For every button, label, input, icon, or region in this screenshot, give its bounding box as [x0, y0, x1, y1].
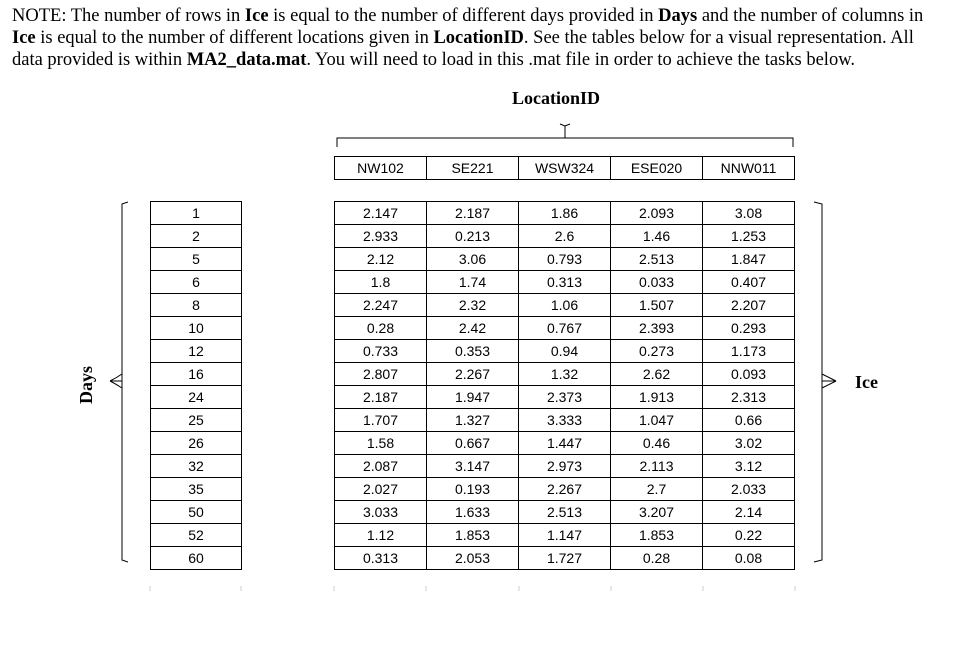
- day-cell: 32: [151, 455, 242, 478]
- ice-cell: 0.28: [611, 547, 703, 570]
- ice-cell: 3.147: [427, 455, 519, 478]
- ice-row: [335, 271, 795, 294]
- ice-row: [335, 547, 795, 570]
- ice-cell: 1.447: [519, 432, 611, 455]
- ice-row: [335, 386, 795, 409]
- location-header-cell: NW102: [335, 157, 427, 180]
- location-header-cell: WSW324: [519, 157, 611, 180]
- ice-cell: 1.173: [703, 340, 795, 363]
- ice-cell: 1.633: [427, 501, 519, 524]
- day-cell: 60: [151, 547, 242, 570]
- ice-row: [335, 524, 795, 547]
- ice-cell: 3.333: [519, 409, 611, 432]
- location-header-cell: NNW011: [703, 157, 795, 180]
- ice-cell: 0.313: [519, 271, 611, 294]
- ice-cell: 0.273: [611, 340, 703, 363]
- ice-cell: 1.147: [519, 524, 611, 547]
- ice-cell: 1.58: [335, 432, 427, 455]
- ice-cell: 1.507: [611, 294, 703, 317]
- ice-cell: 3.12: [703, 455, 795, 478]
- ice-row: [335, 248, 795, 271]
- day-cell: 24: [151, 386, 242, 409]
- ice-cell: 0.22: [703, 524, 795, 547]
- note-line-3: data provided is within MA2_data.mat. You will need to load in this .mat file in order to achieve the tasks below.: [12, 50, 855, 70]
- ice-cell: 0.793: [519, 248, 611, 271]
- ice-cell: 2.087: [335, 455, 427, 478]
- days-row: [151, 225, 242, 248]
- ice-cell: 2.973: [519, 455, 611, 478]
- days-row: [151, 409, 242, 432]
- day-cell: 50: [151, 501, 242, 524]
- ice-cell: 3.02: [703, 432, 795, 455]
- ice-cell: 2.267: [427, 363, 519, 386]
- days-row: [151, 248, 242, 271]
- days-row: [151, 501, 242, 524]
- ice-cell: 2.393: [611, 317, 703, 340]
- day-cell: 1: [151, 202, 242, 225]
- ice-row: [335, 202, 795, 225]
- ice-cell: 2.933: [335, 225, 427, 248]
- ice-cell: 1.047: [611, 409, 703, 432]
- ice-cell: 1.06: [519, 294, 611, 317]
- location-id-label: LocationID: [512, 88, 601, 108]
- day-cell: 25: [151, 409, 242, 432]
- days-row: [151, 455, 242, 478]
- ice-cell: 1.947: [427, 386, 519, 409]
- day-cell: 12: [151, 340, 242, 363]
- ice-cell: 3.033: [335, 501, 427, 524]
- ice-cell: 2.313: [703, 386, 795, 409]
- ice-cell: 1.847: [703, 248, 795, 271]
- ice-cell: 1.253: [703, 225, 795, 248]
- ice-cell: 1.74: [427, 271, 519, 294]
- days-table: [150, 201, 242, 570]
- days-row: [151, 317, 242, 340]
- ice-cell: 2.113: [611, 455, 703, 478]
- day-cell: 6: [151, 271, 242, 294]
- ice-cell: 1.707: [335, 409, 427, 432]
- ice-row: [335, 478, 795, 501]
- ice-cell: 0.28: [335, 317, 427, 340]
- days-row: [151, 386, 242, 409]
- ice-cell: 3.06: [427, 248, 519, 271]
- ice-cell: 2.12: [335, 248, 427, 271]
- ice-cell: 2.147: [335, 202, 427, 225]
- ice-cell: 0.46: [611, 432, 703, 455]
- ice-cell: 2.187: [427, 202, 519, 225]
- days-row: [151, 478, 242, 501]
- location-header-cell: ESE020: [611, 157, 703, 180]
- ice-cell: 2.207: [703, 294, 795, 317]
- ice-cell: 0.033: [611, 271, 703, 294]
- ice-cell: 0.313: [335, 547, 427, 570]
- days-row: [151, 340, 242, 363]
- ice-cell: 1.853: [611, 524, 703, 547]
- ice-cell: 2.027: [335, 478, 427, 501]
- days-label: Days: [76, 365, 96, 404]
- ice-cell: 1.853: [427, 524, 519, 547]
- ice-cell: 0.213: [427, 225, 519, 248]
- day-cell: 35: [151, 478, 242, 501]
- location-header-row: [335, 157, 795, 180]
- ice-cell: 3.08: [703, 202, 795, 225]
- ice-row: [335, 409, 795, 432]
- ice-cell: 2.247: [335, 294, 427, 317]
- ice-cell: 1.913: [611, 386, 703, 409]
- day-cell: 10: [151, 317, 242, 340]
- ice-cell: 2.32: [427, 294, 519, 317]
- ice-cell: 2.187: [335, 386, 427, 409]
- ice-cell: 0.66: [703, 409, 795, 432]
- ice-row: [335, 455, 795, 478]
- ice-label: Ice: [855, 372, 878, 392]
- day-cell: 52: [151, 524, 242, 547]
- ice-cell: 2.053: [427, 547, 519, 570]
- ice-cell: 2.14: [703, 501, 795, 524]
- ice-cell: 2.267: [519, 478, 611, 501]
- ice-row: [335, 432, 795, 455]
- ice-cell: 0.093: [703, 363, 795, 386]
- ice-cell: 0.667: [427, 432, 519, 455]
- day-cell: 16: [151, 363, 242, 386]
- ice-cell: 2.373: [519, 386, 611, 409]
- days-row: [151, 432, 242, 455]
- location-header-cell: SE221: [427, 157, 519, 180]
- ice-bracket: [814, 202, 822, 562]
- days-row: [151, 363, 242, 386]
- note-line-1: NOTE: The number of rows in Ice is equal to the number of different days provided in Days and the number of columns in: [12, 6, 924, 26]
- ice-cell: 1.327: [427, 409, 519, 432]
- days-row: [151, 524, 242, 547]
- ice-cell: 0.353: [427, 340, 519, 363]
- ice-cell: 2.093: [611, 202, 703, 225]
- day-cell: 26: [151, 432, 242, 455]
- ice-cell: 2.033: [703, 478, 795, 501]
- ice-row: [335, 363, 795, 386]
- ice-row: [335, 501, 795, 524]
- ice-row: [335, 294, 795, 317]
- ice-cell: 0.94: [519, 340, 611, 363]
- day-cell: 5: [151, 248, 242, 271]
- ice-cell: 0.08: [703, 547, 795, 570]
- ice-cell: 1.32: [519, 363, 611, 386]
- days-row: [151, 202, 242, 225]
- ice-cell: 2.7: [611, 478, 703, 501]
- faint-ticks: [150, 586, 795, 591]
- ice-cell: 1.12: [335, 524, 427, 547]
- ice-cell: 0.193: [427, 478, 519, 501]
- ice-row: [335, 225, 795, 248]
- ice-cell: 0.733: [335, 340, 427, 363]
- ice-cell: 2.6: [519, 225, 611, 248]
- ice-cell: 2.62: [611, 363, 703, 386]
- note-line-2: Ice is equal to the number of different locations given in LocationID. See the tables below for a visual representation. All: [12, 28, 914, 48]
- ice-cell: 1.46: [611, 225, 703, 248]
- day-cell: 2: [151, 225, 242, 248]
- ice-cell: 0.407: [703, 271, 795, 294]
- days-row: [151, 271, 242, 294]
- days-row: [151, 294, 242, 317]
- day-cell: 8: [151, 294, 242, 317]
- ice-cell: 2.513: [519, 501, 611, 524]
- ice-cell: 0.293: [703, 317, 795, 340]
- ice-cell: 3.207: [611, 501, 703, 524]
- ice-cell: 1.8: [335, 271, 427, 294]
- location-brace: [337, 126, 793, 147]
- ice-cell: 2.513: [611, 248, 703, 271]
- ice-row: [335, 317, 795, 340]
- ice-row: [335, 340, 795, 363]
- ice-cell: 1.727: [519, 547, 611, 570]
- ice-table: [334, 201, 795, 570]
- location-header-table: [334, 156, 795, 180]
- ice-cell: 2.807: [335, 363, 427, 386]
- ice-cell: 2.42: [427, 317, 519, 340]
- ice-cell: 1.86: [519, 202, 611, 225]
- days-bracket: [122, 202, 128, 562]
- ice-cell: 0.767: [519, 317, 611, 340]
- days-row: [151, 547, 242, 570]
